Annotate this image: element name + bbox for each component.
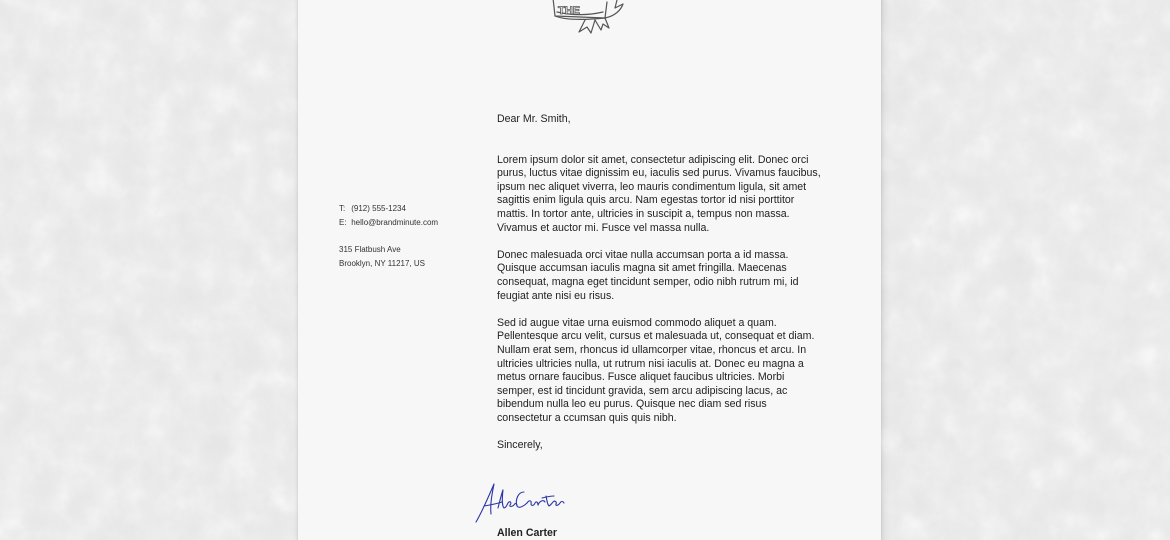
logo-text: THE xyxy=(558,5,580,17)
handwritten-signature xyxy=(472,478,568,524)
address-line-2: Brooklyn, NY 11217, US xyxy=(339,259,425,268)
letter-paragraph-2: Donec malesuada orci vitae nulla accumsan porta a id massa. Quisque accumsan iaculis magna sit amet fringilla. Maecenas consequat, magna eget tincidunt semper, odio nibh rutrum mi, id feugiat ante nisi eu risus. xyxy=(497,248,799,302)
letter-closing: Sincerely, xyxy=(497,439,543,452)
phone-number: (912) 555-1234 xyxy=(351,204,406,213)
address-line-1: 315 Flatbush Ave xyxy=(339,245,401,254)
signer-name: Allen Carter xyxy=(497,527,558,539)
phone-label: T: xyxy=(339,204,346,213)
letter-body xyxy=(497,113,822,453)
email-address: hello@brandminute.com xyxy=(351,218,439,227)
letter-paragraph-1: Lorem ipsum dolor sit amet, consectetur adipiscing elit. Donec orci purus, luctus vitae dignissim eu, iaculis sed purus. Vivamus faucibus, ipsum nec aliquet viverra, leo mauris condimentum ligula, sit amet sagittis enim ligula quis arcu. Nam egestas tortor id nisi porttitor mattis. In tortor ante, ultricies in suscipit a, tempus non massa. Vivamus et auctor mi. Fusce vel massa nulla. xyxy=(497,153,821,234)
phone-row xyxy=(339,202,438,216)
letter-paragraph-3: Sed id augue vitae urna euismod commodo aliquet a quam. Pellentesque arcu velit, cursus et malesuada ut, consequat et diam. Nullam erat sem, rhoncus id ullamcorper vitae, rhoncus et arcu. In ultricies ultricies nulla, ut rutrum nisi iaculis at. Donec eu magna a metus ornare faucibus. Fusce aliquet faucibus ultricies. Morbi semper, est id tincidunt gravida, sem arcu adipiscing lacus, ac bibendum nulla leo eu purus. Quisque nec diam sed risus consectetur a ccumsan quis quis nibh. xyxy=(497,316,815,424)
email-row xyxy=(339,216,438,230)
ribbon-badge-logo-icon xyxy=(545,0,629,34)
letterhead-paper xyxy=(298,0,881,540)
email-label: E: xyxy=(339,218,347,227)
contact-block xyxy=(339,202,438,271)
letter-greeting: Dear Mr. Smith, xyxy=(497,113,571,125)
